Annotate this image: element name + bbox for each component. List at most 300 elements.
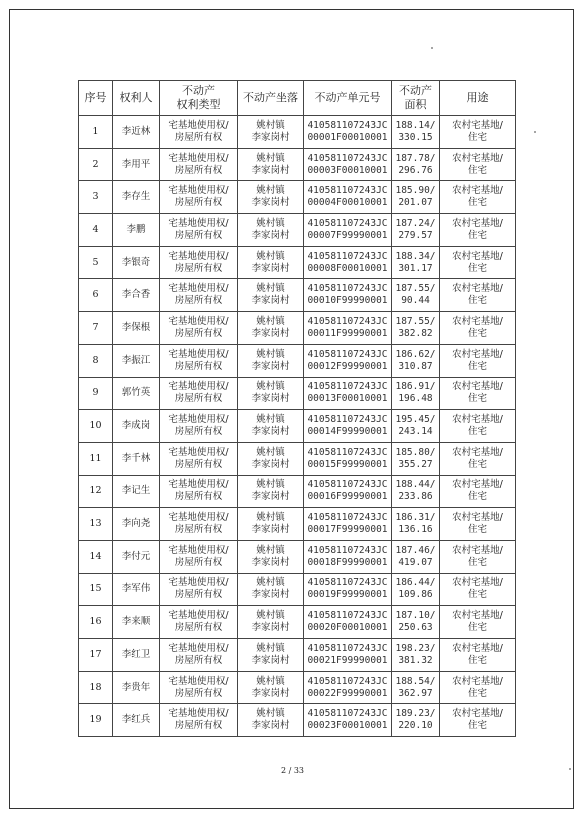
use-cell	[440, 246, 516, 279]
location-cell-line: 李家岗村	[251, 360, 290, 372]
use-cell	[440, 214, 516, 247]
scan-speck	[534, 131, 536, 133]
unit-number-cell-line: 00019F99990001	[307, 589, 388, 601]
unit-number-cell	[304, 377, 392, 410]
right-type-cell-line: 房屋所有权	[174, 720, 223, 732]
area-cell-line: 381.32	[398, 654, 433, 666]
area-cell	[392, 246, 440, 279]
unit-number-cell-line: 00007F99990001	[307, 229, 388, 241]
area-cell-line: 186.44/	[395, 577, 436, 589]
use-cell	[440, 279, 516, 312]
owner-cell: 李鹏	[113, 214, 160, 247]
right-type-cell	[160, 148, 238, 181]
location-cell	[238, 508, 304, 541]
area-cell-line: 186.91/	[395, 381, 436, 393]
area-cell	[392, 573, 440, 606]
right-type-cell-line: 房屋所有权	[174, 589, 223, 601]
area-cell-line: 233.86	[398, 491, 433, 503]
table-row	[79, 475, 516, 508]
unit-number-cell	[304, 606, 392, 639]
use-cell	[440, 442, 516, 475]
area-cell-line: 188.44/	[395, 479, 436, 491]
owner-cell: 李用平	[113, 148, 160, 181]
use-cell-line: 住宅	[467, 524, 487, 536]
table-row	[79, 704, 516, 737]
area-cell	[392, 148, 440, 181]
area-cell-line: 419.07	[398, 556, 433, 568]
serial-cell: 17	[79, 639, 113, 672]
table-row	[79, 442, 516, 475]
unit-number-cell-line: 410581107243JC	[307, 446, 388, 458]
area-cell-line: 186.31/	[395, 512, 436, 524]
header-line: 不动产	[182, 84, 215, 97]
unit-number-cell	[304, 573, 392, 606]
area-cell-line: 187.24/	[395, 217, 436, 229]
scan-speck	[431, 47, 433, 49]
use-cell-line: 住宅	[467, 426, 487, 438]
right-type-cell	[160, 540, 238, 573]
header-location: 不动产坐落	[238, 81, 304, 116]
serial-cell: 7	[79, 312, 113, 345]
right-type-cell-line: 宅基地使用权/	[168, 577, 229, 589]
area-cell-line: 296.76	[398, 164, 433, 176]
unit-number-cell-line: 410581107243JC	[307, 217, 388, 229]
table-row	[79, 148, 516, 181]
unit-number-cell-line: 410581107243JC	[307, 610, 388, 622]
owner-cell: 李记生	[113, 475, 160, 508]
unit-number-cell-line: 00011F99990001	[307, 327, 388, 339]
location-cell-line: 姚村镇	[256, 283, 285, 295]
use-cell-line: 住宅	[467, 327, 487, 339]
use-cell-line: 农村宅基地/	[452, 250, 503, 262]
table-row	[79, 573, 516, 606]
unit-number-cell-line: 00022F99990001	[307, 687, 388, 699]
location-cell-line: 姚村镇	[256, 544, 285, 556]
unit-number-cell-line: 00015F99990001	[307, 458, 388, 470]
area-cell	[392, 116, 440, 149]
area-cell-line: 188.54/	[395, 675, 436, 687]
location-cell-line: 李家岗村	[251, 131, 290, 143]
location-cell-line: 李家岗村	[251, 654, 290, 666]
use-cell	[440, 410, 516, 443]
right-type-cell-line: 房屋所有权	[174, 654, 223, 666]
location-cell-line: 姚村镇	[256, 512, 285, 524]
location-cell	[238, 606, 304, 639]
location-cell-line: 李家岗村	[251, 197, 290, 209]
area-cell-line: 188.34/	[395, 250, 436, 262]
unit-number-cell-line: 00018F99990001	[307, 556, 388, 568]
use-cell-line: 农村宅基地/	[452, 610, 503, 622]
unit-number-cell-line: 00012F99990001	[307, 360, 388, 372]
right-type-cell-line: 房屋所有权	[174, 229, 223, 241]
right-type-cell-line: 宅基地使用权/	[168, 348, 229, 360]
owner-cell: 李近林	[113, 116, 160, 149]
area-cell-line: 136.16	[398, 524, 433, 536]
right-type-cell-line: 房屋所有权	[174, 458, 223, 470]
location-cell-line: 姚村镇	[256, 479, 285, 491]
unit-number-cell	[304, 312, 392, 345]
right-type-cell-line: 宅基地使用权/	[168, 185, 229, 197]
owner-cell: 李红兵	[113, 704, 160, 737]
location-cell	[238, 246, 304, 279]
use-cell-line: 农村宅基地/	[452, 217, 503, 229]
unit-number-cell-line: 410581107243JC	[307, 152, 388, 164]
owner-cell: 郭竹英	[113, 377, 160, 410]
area-cell-line: 250.63	[398, 622, 433, 634]
use-cell-line: 农村宅基地/	[452, 446, 503, 458]
unit-number-cell	[304, 148, 392, 181]
serial-cell: 19	[79, 704, 113, 737]
unit-number-cell-line: 410581107243JC	[307, 348, 388, 360]
unit-number-cell-line: 410581107243JC	[307, 119, 388, 131]
owner-cell: 李付元	[113, 540, 160, 573]
serial-cell: 13	[79, 508, 113, 541]
location-cell-line: 李家岗村	[251, 720, 290, 732]
location-cell-line: 李家岗村	[251, 687, 290, 699]
right-type-cell	[160, 508, 238, 541]
unit-number-cell	[304, 704, 392, 737]
area-cell	[392, 410, 440, 443]
right-type-cell-line: 房屋所有权	[174, 197, 223, 209]
serial-cell: 12	[79, 475, 113, 508]
right-type-cell-line: 房屋所有权	[174, 295, 223, 307]
table-row	[79, 181, 516, 214]
location-cell-line: 姚村镇	[256, 152, 285, 164]
header-area	[392, 81, 440, 116]
location-cell-line: 李家岗村	[251, 262, 290, 274]
area-cell-line: 187.10/	[395, 610, 436, 622]
right-type-cell-line: 房屋所有权	[174, 393, 223, 405]
right-type-cell	[160, 116, 238, 149]
location-cell-line: 李家岗村	[251, 458, 290, 470]
table-header-row	[79, 81, 516, 116]
location-cell-line: 姚村镇	[256, 446, 285, 458]
right-type-cell-line: 宅基地使用权/	[168, 381, 229, 393]
table-row	[79, 279, 516, 312]
right-type-cell	[160, 475, 238, 508]
location-cell	[238, 377, 304, 410]
right-type-cell-line: 宅基地使用权/	[168, 675, 229, 687]
unit-number-cell	[304, 639, 392, 672]
location-cell-line: 姚村镇	[256, 185, 285, 197]
right-type-cell	[160, 214, 238, 247]
location-cell-line: 姚村镇	[256, 414, 285, 426]
serial-cell: 5	[79, 246, 113, 279]
use-cell-line: 住宅	[467, 197, 487, 209]
header-owner: 权利人	[113, 81, 160, 116]
use-cell-line: 农村宅基地/	[452, 119, 503, 131]
serial-cell: 11	[79, 442, 113, 475]
right-type-cell-line: 房屋所有权	[174, 327, 223, 339]
table-row	[79, 639, 516, 672]
use-cell	[440, 671, 516, 704]
location-cell-line: 李家岗村	[251, 589, 290, 601]
use-cell-line: 住宅	[467, 622, 487, 634]
right-type-cell	[160, 606, 238, 639]
scan-speck	[569, 768, 571, 770]
unit-number-cell-line: 00017F99990001	[307, 524, 388, 536]
use-cell-line: 住宅	[467, 262, 487, 274]
owner-cell: 李合香	[113, 279, 160, 312]
right-type-cell-line: 房屋所有权	[174, 556, 223, 568]
area-cell-line: 189.23/	[395, 708, 436, 720]
owner-cell: 李银奇	[113, 246, 160, 279]
right-type-cell-line: 房屋所有权	[174, 524, 223, 536]
use-cell-line: 农村宅基地/	[452, 315, 503, 327]
area-cell-line: 301.17	[398, 262, 433, 274]
area-cell	[392, 639, 440, 672]
location-cell-line: 李家岗村	[251, 524, 290, 536]
location-cell-line: 姚村镇	[256, 217, 285, 229]
header-line: 权利类型	[176, 98, 221, 111]
right-type-cell-line: 宅基地使用权/	[168, 708, 229, 720]
location-cell-line: 姚村镇	[256, 642, 285, 654]
location-cell-line: 李家岗村	[251, 622, 290, 634]
unit-number-cell-line: 00016F99990001	[307, 491, 388, 503]
location-cell	[238, 148, 304, 181]
location-cell	[238, 312, 304, 345]
header-serial: 序号	[79, 81, 113, 116]
unit-number-cell	[304, 671, 392, 704]
right-type-cell-line: 房屋所有权	[174, 426, 223, 438]
right-type-cell-line: 宅基地使用权/	[168, 414, 229, 426]
right-type-cell	[160, 344, 238, 377]
area-cell-line: 330.15	[398, 131, 433, 143]
area-cell	[392, 279, 440, 312]
location-cell-line: 李家岗村	[251, 164, 290, 176]
use-cell-line: 住宅	[467, 556, 487, 568]
location-cell-line: 姚村镇	[256, 577, 285, 589]
area-cell-line: 196.48	[398, 393, 433, 405]
use-cell	[440, 475, 516, 508]
use-cell-line: 农村宅基地/	[452, 283, 503, 295]
right-type-cell-line: 房屋所有权	[174, 262, 223, 274]
area-cell-line: 188.14/	[395, 119, 436, 131]
unit-number-cell	[304, 442, 392, 475]
right-type-cell-line: 房屋所有权	[174, 622, 223, 634]
location-cell-line: 姚村镇	[256, 708, 285, 720]
area-cell-line: 185.80/	[395, 446, 436, 458]
location-cell-line: 姚村镇	[256, 250, 285, 262]
unit-number-cell-line: 00010F99990001	[307, 295, 388, 307]
unit-number-cell	[304, 508, 392, 541]
table-row	[79, 214, 516, 247]
location-cell	[238, 279, 304, 312]
use-cell-line: 农村宅基地/	[452, 675, 503, 687]
use-cell-line: 农村宅基地/	[452, 152, 503, 164]
location-cell-line: 李家岗村	[251, 327, 290, 339]
unit-number-cell-line: 410581107243JC	[307, 283, 388, 295]
right-type-cell-line: 宅基地使用权/	[168, 479, 229, 491]
serial-cell: 4	[79, 214, 113, 247]
serial-cell: 18	[79, 671, 113, 704]
serial-cell: 9	[79, 377, 113, 410]
right-type-cell-line: 宅基地使用权/	[168, 283, 229, 295]
right-type-cell	[160, 279, 238, 312]
right-type-cell	[160, 573, 238, 606]
area-cell-line: 195.45/	[395, 414, 436, 426]
right-type-cell-line: 宅基地使用权/	[168, 152, 229, 164]
area-cell	[392, 214, 440, 247]
unit-number-cell	[304, 116, 392, 149]
unit-number-cell-line: 00021F99990001	[307, 654, 388, 666]
unit-number-cell-line: 410581107243JC	[307, 708, 388, 720]
location-cell-line: 李家岗村	[251, 426, 290, 438]
header-right-type	[160, 81, 238, 116]
serial-cell: 2	[79, 148, 113, 181]
serial-cell: 10	[79, 410, 113, 443]
use-cell-line: 住宅	[467, 491, 487, 503]
use-cell	[440, 704, 516, 737]
area-cell	[392, 606, 440, 639]
location-cell-line: 李家岗村	[251, 556, 290, 568]
page-number: 2 / 33	[280, 766, 305, 775]
area-cell-line: 362.97	[398, 687, 433, 699]
owner-cell: 李保根	[113, 312, 160, 345]
unit-number-cell	[304, 246, 392, 279]
use-cell	[440, 377, 516, 410]
right-type-cell	[160, 639, 238, 672]
table-row	[79, 671, 516, 704]
unit-number-cell-line: 00020F00010001	[307, 622, 388, 634]
use-cell-line: 住宅	[467, 229, 487, 241]
unit-number-cell	[304, 279, 392, 312]
area-cell-line: 187.78/	[395, 152, 436, 164]
area-cell-line: 185.90/	[395, 185, 436, 197]
use-cell-line: 农村宅基地/	[452, 642, 503, 654]
area-cell	[392, 671, 440, 704]
right-type-cell	[160, 377, 238, 410]
use-cell-line: 农村宅基地/	[452, 577, 503, 589]
area-cell	[392, 344, 440, 377]
unit-number-cell-line: 410581107243JC	[307, 414, 388, 426]
right-type-cell-line: 宅基地使用权/	[168, 610, 229, 622]
owner-cell: 李贵年	[113, 671, 160, 704]
unit-number-cell-line: 00008F00010001	[307, 262, 388, 274]
use-cell-line: 住宅	[467, 393, 487, 405]
location-cell	[238, 344, 304, 377]
area-cell-line: 90.44	[401, 295, 430, 307]
right-type-cell-line: 房屋所有权	[174, 491, 223, 503]
use-cell	[440, 540, 516, 573]
area-cell-line: 109.86	[398, 589, 433, 601]
header-line: 不动产	[399, 84, 432, 97]
use-cell-line: 农村宅基地/	[452, 381, 503, 393]
header-line: 面积	[404, 98, 427, 111]
use-cell	[440, 606, 516, 639]
right-type-cell-line: 宅基地使用权/	[168, 217, 229, 229]
location-cell	[238, 540, 304, 573]
unit-number-cell	[304, 475, 392, 508]
serial-cell: 15	[79, 573, 113, 606]
use-cell-line: 农村宅基地/	[452, 544, 503, 556]
location-cell	[238, 671, 304, 704]
right-type-cell-line: 宅基地使用权/	[168, 315, 229, 327]
unit-number-cell-line: 410581107243JC	[307, 512, 388, 524]
use-cell-line: 住宅	[467, 458, 487, 470]
unit-number-cell-line: 410581107243JC	[307, 250, 388, 262]
owner-cell: 李千林	[113, 442, 160, 475]
unit-number-cell-line: 410581107243JC	[307, 577, 388, 589]
right-type-cell	[160, 246, 238, 279]
area-cell-line: 187.55/	[395, 315, 436, 327]
location-cell-line: 李家岗村	[251, 393, 290, 405]
location-cell	[238, 410, 304, 443]
location-cell	[238, 442, 304, 475]
use-cell	[440, 639, 516, 672]
location-cell-line: 李家岗村	[251, 295, 290, 307]
area-cell-line: 187.55/	[395, 283, 436, 295]
owner-cell: 李存生	[113, 181, 160, 214]
unit-number-cell-line: 410581107243JC	[307, 544, 388, 556]
owner-cell: 李红卫	[113, 639, 160, 672]
location-cell	[238, 639, 304, 672]
location-cell	[238, 704, 304, 737]
use-cell-line: 住宅	[467, 295, 487, 307]
serial-cell: 3	[79, 181, 113, 214]
use-cell	[440, 116, 516, 149]
location-cell	[238, 475, 304, 508]
location-cell-line: 姚村镇	[256, 315, 285, 327]
location-cell-line: 李家岗村	[251, 491, 290, 503]
use-cell-line: 住宅	[467, 720, 487, 732]
use-cell-line: 农村宅基地/	[452, 348, 503, 360]
use-cell	[440, 344, 516, 377]
table-row	[79, 312, 516, 345]
area-cell	[392, 475, 440, 508]
serial-cell: 16	[79, 606, 113, 639]
table-row	[79, 246, 516, 279]
area-cell-line: 355.27	[398, 458, 433, 470]
use-cell-line: 农村宅基地/	[452, 708, 503, 720]
right-type-cell-line: 宅基地使用权/	[168, 446, 229, 458]
location-cell	[238, 116, 304, 149]
right-type-cell-line: 宅基地使用权/	[168, 250, 229, 262]
owner-cell: 李振江	[113, 344, 160, 377]
location-cell-line: 姚村镇	[256, 119, 285, 131]
serial-cell: 1	[79, 116, 113, 149]
location-cell	[238, 573, 304, 606]
right-type-cell-line: 房屋所有权	[174, 164, 223, 176]
use-cell	[440, 148, 516, 181]
right-type-cell-line: 宅基地使用权/	[168, 512, 229, 524]
table-row	[79, 606, 516, 639]
use-cell	[440, 181, 516, 214]
area-cell-line: 279.57	[398, 229, 433, 241]
location-cell-line: 姚村镇	[256, 610, 285, 622]
right-type-cell	[160, 410, 238, 443]
unit-number-cell-line: 00013F00010001	[307, 393, 388, 405]
table-row	[79, 540, 516, 573]
table-row	[79, 508, 516, 541]
use-cell-line: 住宅	[467, 164, 487, 176]
area-cell-line: 220.10	[398, 720, 433, 732]
area-cell	[392, 442, 440, 475]
use-cell-line: 住宅	[467, 687, 487, 699]
area-cell	[392, 508, 440, 541]
area-cell	[392, 181, 440, 214]
use-cell-line: 农村宅基地/	[452, 185, 503, 197]
use-cell-line: 农村宅基地/	[452, 414, 503, 426]
use-cell	[440, 573, 516, 606]
table-row	[79, 116, 516, 149]
serial-cell: 8	[79, 344, 113, 377]
unit-number-cell-line: 00014F99990001	[307, 426, 388, 438]
serial-cell: 14	[79, 540, 113, 573]
area-cell-line: 243.14	[398, 426, 433, 438]
right-type-cell	[160, 312, 238, 345]
location-cell-line: 姚村镇	[256, 381, 285, 393]
